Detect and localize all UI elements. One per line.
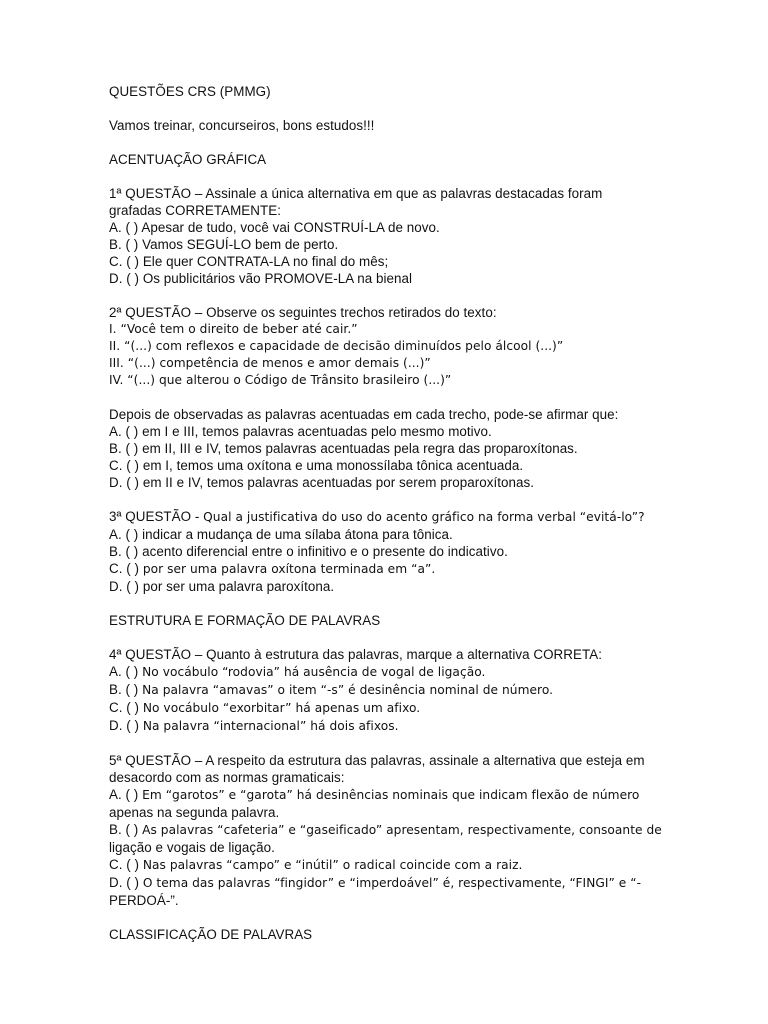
question-1-option-c: C. ( ) Ele quer CONTRATA-LA no final do mês; [109,254,389,269]
question-4-option-d: D. ( ) Na palavra “internacional” há dois afixos. [109,718,399,733]
excerpt-iv: IV. “(...) que alterou o Código de Trânsito brasileiro (...)” [109,373,452,387]
question-1-option-d: D. ( ) Os publicitários vão PROMOVE-LA na bienal [109,271,413,286]
question-3-option-d: D. ( ) por ser uma palavra paroxítona. [109,579,335,594]
question-1-stem-cont: grafadas CORRETAMENTE: [109,203,281,218]
question-1 [109,185,728,287]
question-5-option-a: A. ( ) Em “garotos” e “garota” há desinências nominais que indicam flexão de número [109,787,640,802]
question-2-stem: 2ª QUESTÃO – Observe os seguintes trechos retirados do texto: [109,305,497,320]
question-5 [109,752,728,909]
question-5-option-a-cont: apenas na segunda palavra. [109,805,280,820]
question-3-option-c: C. ( ) por ser uma palavra oxítona terminada em “a”. [109,561,436,576]
question-1-option-b: B. ( ) Vamos SEGUÍ-LO bem de perto. [109,237,339,252]
question-3-option-b: B. ( ) acento diferencial entre o infinitivo e o presente do indicativo. [109,544,508,559]
question-4-option-c: C. ( ) No vocábulo “exorbitar” há apenas um afixo. [109,700,421,715]
question-1-stem: 1ª QUESTÃO – Assinale a única alternativa em que as palavras destacadas foram [109,186,603,201]
question-4-option-a: A. ( ) No vocábulo “rodovia” há ausência de vogal de ligação. [109,664,486,679]
question-1-option-a: A. ( ) Apesar de tudo, você vai CONSTRUÍ-LA de novo. [109,220,440,235]
excerpt-i: I. “Você tem o direito de beber até cair.” [109,322,358,336]
question-5-option-d-cont: PERDOÁ-”. [109,893,179,908]
question-2-option-c: C. ( ) em I, temos uma oxítona e uma monossílaba tônica acentuada. [109,458,524,473]
question-2-option-a: A. ( ) em I e III, temos palavras acentuadas pelo mesmo motivo. [109,424,492,439]
question-5-stem: 5ª QUESTÃO – A respeito da estrutura das palavras, assinale a alternativa que esteja em [109,753,645,768]
question-4-stem: 4ª QUESTÃO – Quanto à estrutura das palavras, marque a alternativa CORRETA: [109,647,602,662]
intro-text: Vamos treinar, concurseiros, bons estudos!!! [109,118,375,133]
question-5-option-c: C. ( ) Nas palavras “campo” e “inútil” o radical coincide com a raiz. [109,857,523,872]
document-title: QUESTÕES CRS (PMMG) [109,84,271,99]
question-5-option-b: B. ( ) As palavras “cafeteria” e “gaseificado” apresentam, respectivamente, consoante de [109,822,662,837]
question-4-option-b: B. ( ) Na palavra “amavas” o item “-s” é desinência nominal de número. [109,682,554,697]
excerpt-iii: III. “(...) competência de menos e amor demais (...)” [109,356,431,370]
question-2 [109,304,728,491]
question-2-option-d: D. ( ) em II e IV, temos palavras acentuadas por serem proparoxítonas. [109,475,535,490]
question-3-stem: 3ª QUESTÃO - Qual a justificativa do uso do acento gráfico na forma verbal “evitá-lo”? [109,509,645,524]
section-heading-classificacao: CLASSIFICAÇÃO DE PALAVRAS [109,927,313,942]
question-2-stem-cont: Depois de observadas as palavras acentuadas em cada trecho, pode-se afirmar que: [109,407,619,422]
question-4 [109,646,728,735]
section-heading-acentuacao: ACENTUAÇÃO GRÁFICA [109,152,267,167]
excerpt-ii: II. “(...) com reflexos e capacidade de decisão diminuídos pelo álcool (...)” [109,339,564,353]
question-5-option-b-cont: ligação e vogais de ligação. [109,840,275,855]
section-heading-estrutura: ESTRUTURA E FORMAÇÃO DE PALAVRAS [109,613,381,628]
question-3-option-a: A. ( ) indicar a mudança de uma sílaba átona para tônica. [109,527,453,542]
question-5-stem-cont: desacordo com as normas gramaticais: [109,770,345,785]
question-2-option-b: B. ( ) em II, III e IV, temos palavras acentuadas pela regra das proparoxítonas. [109,441,578,456]
question-5-option-d: D. ( ) O tema das palavras “fingidor” e “imperdoável” é, respectivamente, “FINGI” e “- [109,875,642,890]
question-3 [109,508,728,595]
